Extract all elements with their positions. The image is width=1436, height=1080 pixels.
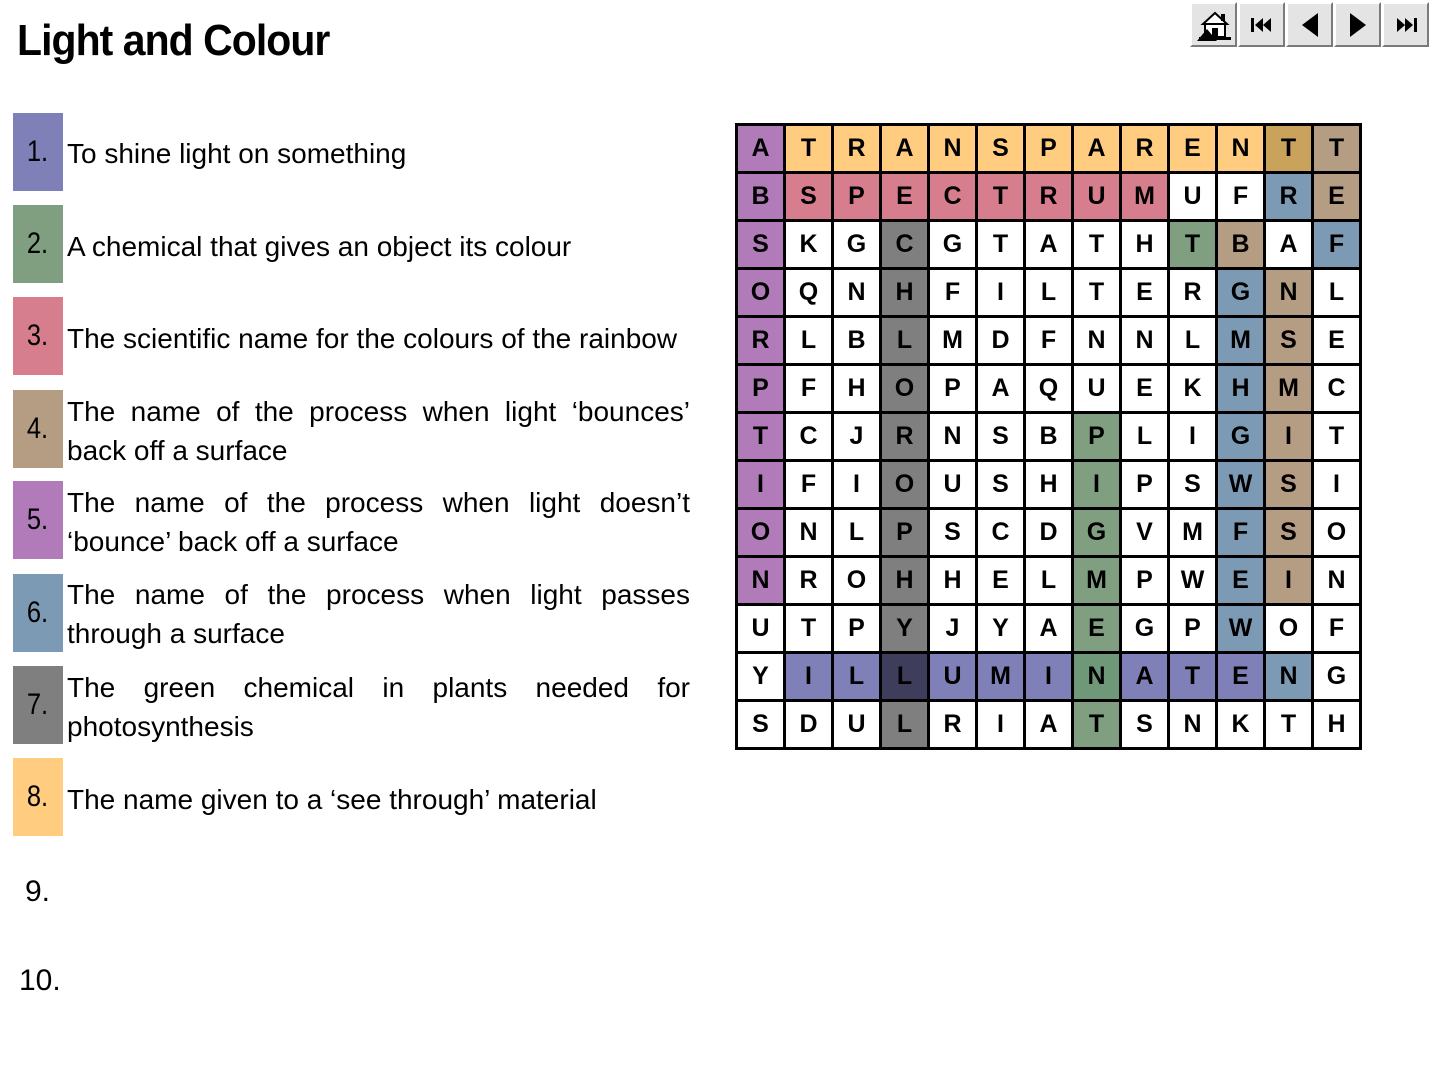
grid-cell[interactable]: R <box>1265 173 1313 221</box>
grid-cell[interactable]: O <box>1265 605 1313 653</box>
clue-text: The scientific name for the colours of the rainbow <box>67 323 678 354</box>
grid-cell[interactable]: K <box>785 221 833 269</box>
grid-cell[interactable]: K <box>1169 365 1217 413</box>
grid-cell[interactable]: O <box>881 461 929 509</box>
grid-cell[interactable]: M <box>1265 365 1313 413</box>
clue-number-label: 10. <box>19 964 61 997</box>
grid-cell[interactable]: G <box>1217 269 1265 317</box>
grid-cell[interactable]: I <box>1025 653 1073 701</box>
grid-cell[interactable]: N <box>1073 317 1121 365</box>
grid-cell[interactable]: R <box>785 557 833 605</box>
grid-cell[interactable]: N <box>1313 557 1361 605</box>
grid-cell[interactable]: I <box>1169 413 1217 461</box>
grid-cell[interactable]: T <box>737 413 785 461</box>
grid-cell[interactable]: P <box>833 605 881 653</box>
grid-cell[interactable]: G <box>1313 653 1361 701</box>
grid-cell[interactable]: H <box>1025 461 1073 509</box>
grid-cell[interactable]: T <box>1169 221 1217 269</box>
grid-cell[interactable]: L <box>833 509 881 557</box>
grid-cell[interactable]: L <box>1025 557 1073 605</box>
grid-cell[interactable]: N <box>929 125 977 173</box>
grid-cell[interactable]: I <box>1073 461 1121 509</box>
grid-cell[interactable]: P <box>737 365 785 413</box>
grid-cell[interactable]: A <box>881 125 929 173</box>
grid-cell[interactable]: C <box>977 509 1025 557</box>
grid-cell[interactable]: A <box>1025 221 1073 269</box>
grid-cell[interactable]: I <box>1265 413 1313 461</box>
grid-cell[interactable]: P <box>1169 605 1217 653</box>
grid-cell[interactable]: S <box>977 125 1025 173</box>
grid-cell[interactable]: W <box>1217 605 1265 653</box>
clue-number-badge: 6. <box>13 574 63 652</box>
grid-cell[interactable]: F <box>1025 317 1073 365</box>
clue-text: The name of the process when light doesn’t ‘bounce’ back off a surface <box>67 487 690 557</box>
grid-cell[interactable]: M <box>1217 317 1265 365</box>
grid-cell[interactable]: O <box>737 509 785 557</box>
grid-cell[interactable]: A <box>1025 701 1073 749</box>
grid-cell[interactable]: T <box>785 605 833 653</box>
grid-cell[interactable]: U <box>833 701 881 749</box>
grid-cell[interactable]: V <box>1121 509 1169 557</box>
grid-cell[interactable]: L <box>881 701 929 749</box>
clue-text: The name of the process when light ‘bounces’ back off a surface <box>67 396 690 466</box>
grid-cell[interactable]: A <box>1121 653 1169 701</box>
grid-cell[interactable]: J <box>833 413 881 461</box>
grid-cell[interactable]: Q <box>785 269 833 317</box>
grid-row <box>737 413 1361 461</box>
grid-row <box>737 701 1361 749</box>
grid-cell[interactable]: M <box>1169 509 1217 557</box>
grid-cell[interactable]: T <box>1313 125 1361 173</box>
grid-cell[interactable]: U <box>1073 173 1121 221</box>
grid-cell[interactable]: T <box>785 125 833 173</box>
first-slide-button[interactable] <box>1238 2 1285 47</box>
grid-cell[interactable]: I <box>977 701 1025 749</box>
grid-cell[interactable]: E <box>1121 365 1169 413</box>
page-title: Light and Colour <box>17 16 330 65</box>
grid-cell[interactable]: G <box>929 221 977 269</box>
grid-cell[interactable]: O <box>833 557 881 605</box>
grid-cell[interactable]: L <box>1121 413 1169 461</box>
grid-cell[interactable]: A <box>737 125 785 173</box>
grid-cell[interactable]: L <box>1313 269 1361 317</box>
grid-cell[interactable]: E <box>1121 269 1169 317</box>
grid-cell[interactable]: T <box>1169 653 1217 701</box>
grid-cell[interactable]: T <box>1265 701 1313 749</box>
grid-cell[interactable]: R <box>1025 173 1073 221</box>
grid-cell[interactable]: E <box>1217 557 1265 605</box>
grid-cell[interactable]: P <box>1121 557 1169 605</box>
grid-cell[interactable]: U <box>929 461 977 509</box>
grid-cell[interactable]: I <box>833 461 881 509</box>
grid-cell[interactable]: R <box>1121 125 1169 173</box>
grid-cell[interactable]: T <box>1073 221 1121 269</box>
grid-cell[interactable]: N <box>1265 269 1313 317</box>
grid-cell[interactable]: C <box>785 413 833 461</box>
grid-cell[interactable]: O <box>737 269 785 317</box>
grid-cell[interactable]: T <box>1265 125 1313 173</box>
grid-cell[interactable]: H <box>881 269 929 317</box>
grid-cell[interactable]: L <box>1169 317 1217 365</box>
grid-cell[interactable]: M <box>929 317 977 365</box>
grid-cell[interactable]: S <box>929 509 977 557</box>
clue-text: A chemical that gives an object its colour <box>67 231 572 262</box>
grid-cell[interactable]: L <box>881 317 929 365</box>
grid-cell[interactable]: B <box>833 317 881 365</box>
grid-cell[interactable]: R <box>881 413 929 461</box>
grid-cell[interactable]: H <box>1121 221 1169 269</box>
grid-cell[interactable]: R <box>929 701 977 749</box>
grid-cell[interactable]: G <box>833 221 881 269</box>
grid-cell[interactable]: N <box>1217 125 1265 173</box>
navigation-toolbar <box>1190 2 1429 47</box>
grid-cell[interactable]: P <box>929 365 977 413</box>
grid-cell[interactable]: L <box>1025 269 1073 317</box>
grid-cell[interactable]: Y <box>977 605 1025 653</box>
grid-cell[interactable]: U <box>1073 365 1121 413</box>
grid-cell[interactable]: R <box>1169 269 1217 317</box>
grid-cell[interactable]: S <box>737 221 785 269</box>
grid-cell[interactable]: T <box>1073 701 1121 749</box>
grid-cell[interactable]: B <box>1025 413 1073 461</box>
grid-cell[interactable]: S <box>737 701 785 749</box>
grid-row <box>737 269 1361 317</box>
grid-cell[interactable]: E <box>1313 173 1361 221</box>
grid-row <box>737 653 1361 701</box>
grid-row <box>737 461 1361 509</box>
grid-cell[interactable]: W <box>1169 557 1217 605</box>
home-button[interactable] <box>1190 2 1237 47</box>
grid-cell[interactable]: A <box>977 365 1025 413</box>
grid-cell[interactable]: E <box>1169 125 1217 173</box>
clue-number-badge: 1. <box>13 113 63 191</box>
grid-cell[interactable]: R <box>737 317 785 365</box>
grid-cell[interactable]: I <box>785 653 833 701</box>
grid-cell[interactable]: Q <box>1025 365 1073 413</box>
grid-cell[interactable]: B <box>737 173 785 221</box>
skip-to-end-icon <box>1393 14 1419 36</box>
grid-cell[interactable]: P <box>833 173 881 221</box>
clue-text: To shine light on something <box>67 138 407 169</box>
grid-cell[interactable]: I <box>1265 557 1313 605</box>
next-slide-button[interactable] <box>1334 2 1381 47</box>
grid-cell[interactable]: N <box>737 557 785 605</box>
grid-cell[interactable]: E <box>1313 317 1361 365</box>
grid-cell[interactable]: T <box>1313 413 1361 461</box>
grid-cell[interactable]: M <box>1121 173 1169 221</box>
grid-cell[interactable]: F <box>1313 221 1361 269</box>
grid-row <box>737 125 1361 173</box>
grid-cell[interactable]: P <box>1121 461 1169 509</box>
grid-cell[interactable]: E <box>977 557 1025 605</box>
grid-cell[interactable]: U <box>1169 173 1217 221</box>
grid-row <box>737 605 1361 653</box>
grid-row <box>737 317 1361 365</box>
grid-cell[interactable]: F <box>929 269 977 317</box>
grid-row <box>737 365 1361 413</box>
clue-text: The name of the process when light passes through a surface <box>67 579 690 649</box>
grid-cell[interactable]: S <box>1265 461 1313 509</box>
grid-cell[interactable]: N <box>785 509 833 557</box>
grid-cell[interactable]: F <box>1217 509 1265 557</box>
grid-cell[interactable]: J <box>929 605 977 653</box>
grid-cell[interactable]: N <box>833 269 881 317</box>
clue-number-badge: 2. <box>13 205 63 283</box>
grid-cell[interactable]: L <box>833 653 881 701</box>
grid-cell[interactable]: P <box>881 509 929 557</box>
word-search-grid <box>735 123 1362 750</box>
grid-cell[interactable]: S <box>785 173 833 221</box>
grid-cell[interactable]: F <box>1217 173 1265 221</box>
grid-cell[interactable]: G <box>1121 605 1169 653</box>
grid-cell[interactable]: S <box>1169 461 1217 509</box>
grid-cell[interactable]: I <box>737 461 785 509</box>
grid-cell[interactable]: G <box>1073 509 1121 557</box>
clue-text: The name given to a ‘see through’ material <box>67 784 597 815</box>
grid-cell[interactable]: S <box>1265 317 1313 365</box>
grid-cell[interactable]: K <box>1217 701 1265 749</box>
clue-number-badge: 7. <box>13 666 63 744</box>
grid-cell[interactable]: C <box>1313 365 1361 413</box>
grid-cell[interactable]: F <box>785 365 833 413</box>
grid-cell[interactable]: H <box>1313 701 1361 749</box>
grid-cell[interactable]: D <box>1025 509 1073 557</box>
grid-cell[interactable]: P <box>1073 413 1121 461</box>
home-icon <box>1195 7 1233 43</box>
clue-number-badge: 4. <box>13 390 63 468</box>
clue-text: The green chemical in plants needed for photosynthesis <box>67 672 690 742</box>
grid-cell[interactable]: M <box>1073 557 1121 605</box>
grid-cell[interactable]: H <box>833 365 881 413</box>
grid-cell[interactable]: S <box>977 461 1025 509</box>
clue-number-badge: 8. <box>13 758 63 836</box>
clue-number-label: 9. <box>25 875 51 908</box>
grid-cell[interactable]: P <box>1025 125 1073 173</box>
grid-cell[interactable]: I <box>977 269 1025 317</box>
grid-cell[interactable]: N <box>1121 317 1169 365</box>
grid-cell[interactable]: B <box>1217 221 1265 269</box>
grid-cell[interactable]: H <box>929 557 977 605</box>
grid-cell[interactable]: N <box>929 413 977 461</box>
grid-cell[interactable]: L <box>881 653 929 701</box>
grid-cell[interactable]: Y <box>737 653 785 701</box>
grid-row <box>737 221 1361 269</box>
grid-cell[interactable]: L <box>785 317 833 365</box>
grid-cell[interactable]: N <box>1265 653 1313 701</box>
previous-slide-button[interactable] <box>1286 2 1333 47</box>
grid-cell[interactable]: S <box>977 413 1025 461</box>
grid-cell[interactable]: N <box>1169 701 1217 749</box>
skip-to-start-icon <box>1249 14 1275 36</box>
grid-cell[interactable]: U <box>737 605 785 653</box>
grid-cell[interactable]: E <box>1073 605 1121 653</box>
grid-row <box>737 557 1361 605</box>
grid-cell[interactable]: Y <box>881 605 929 653</box>
grid-cell[interactable]: E <box>881 173 929 221</box>
grid-cell[interactable]: E <box>1217 653 1265 701</box>
grid-cell[interactable]: W <box>1217 461 1265 509</box>
grid-cell[interactable]: M <box>977 653 1025 701</box>
next-arrow-icon <box>1345 10 1371 40</box>
grid-cell[interactable]: D <box>977 317 1025 365</box>
grid-cell[interactable]: C <box>929 173 977 221</box>
grid-cell[interactable]: R <box>833 125 881 173</box>
grid-cell[interactable]: A <box>1073 125 1121 173</box>
grid-cell[interactable]: S <box>1121 701 1169 749</box>
grid-cell[interactable]: I <box>1313 461 1361 509</box>
clue-number-badge: 3. <box>13 297 63 375</box>
grid-cell[interactable]: D <box>785 701 833 749</box>
previous-arrow-icon <box>1297 10 1323 40</box>
grid-row <box>737 509 1361 557</box>
grid-cell[interactable]: U <box>929 653 977 701</box>
grid-cell[interactable]: A <box>1025 605 1073 653</box>
grid-cell[interactable]: F <box>785 461 833 509</box>
grid-cell[interactable]: S <box>1265 509 1313 557</box>
grid-cell[interactable]: N <box>1073 653 1121 701</box>
grid-cell[interactable]: A <box>1265 221 1313 269</box>
grid-cell[interactable]: O <box>1313 509 1361 557</box>
clue-number-badge: 5. <box>13 481 63 559</box>
grid-cell[interactable]: C <box>881 221 929 269</box>
grid-cell[interactable]: H <box>881 557 929 605</box>
grid-cell[interactable]: T <box>977 221 1025 269</box>
grid-cell[interactable]: H <box>1217 365 1265 413</box>
last-slide-button[interactable] <box>1382 2 1429 47</box>
grid-cell[interactable]: G <box>1217 413 1265 461</box>
grid-cell[interactable]: O <box>881 365 929 413</box>
grid-cell[interactable]: T <box>977 173 1025 221</box>
grid-cell[interactable]: F <box>1313 605 1361 653</box>
grid-cell[interactable]: T <box>1073 269 1121 317</box>
grid-row <box>737 173 1361 221</box>
